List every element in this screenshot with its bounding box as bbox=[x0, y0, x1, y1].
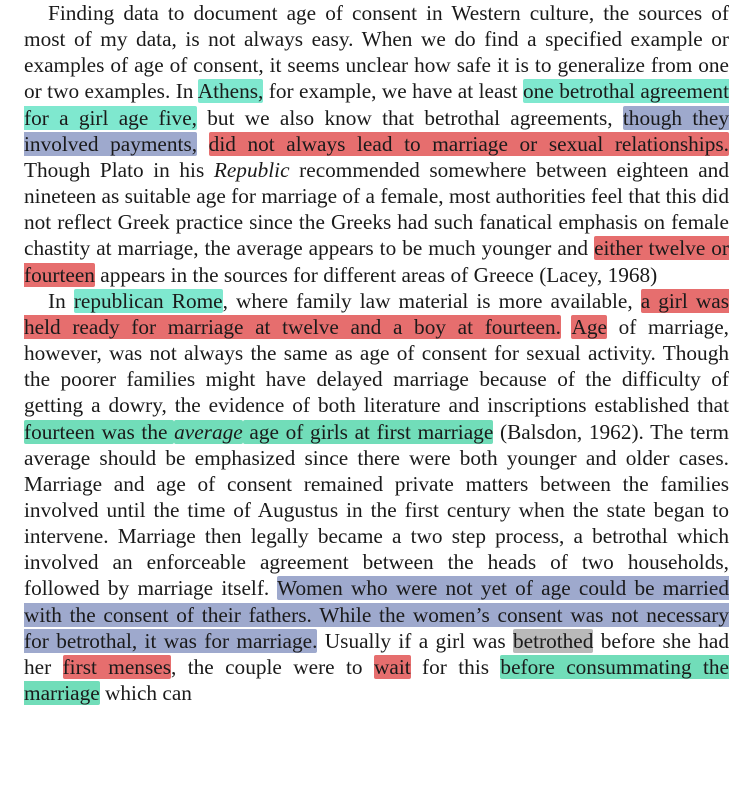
text-segment bbox=[197, 132, 209, 156]
highlight-betrothed: betrothed bbox=[512, 628, 594, 653]
text-segment: recommended somewhere between eighteen and nineteen as suitable age for marriage of a female, most authorities feel that this did not reflect Greek practice since the Greeks had such fanatical emphasis on female chastity at marriage, the average appears to be much younger and bbox=[24, 157, 729, 261]
text-segment: appears in the sources for different areas of Greece (Lacey, 1968) bbox=[94, 262, 658, 287]
document-page bbox=[24, 0, 729, 706]
highlight-betrothal-age-five: one betrothal agreement for a girl age five, bbox=[24, 79, 729, 130]
highlight-athens: Athens, bbox=[197, 79, 264, 104]
text-segment: Usually if a girl was bbox=[317, 628, 513, 653]
paragraph-2 bbox=[24, 288, 729, 707]
highlight-republican-rome: republican Rome bbox=[73, 288, 223, 313]
text-segment: for example, we have at least bbox=[263, 79, 524, 104]
highlight-first-menses: first menses bbox=[62, 654, 171, 679]
text-segment: for this bbox=[410, 654, 501, 679]
text-segment: (Balsdon, 1962). The term average should be emphasized since there were both younger and older cases. Marriage and age of consent remained private matters between the families involved until the time of Augustus in the first century when the state began to intervene. Marriage then legally became a two step process, a betrothal which involved an enforceable agreement between the heads of two households, followed by marriage itself. bbox=[24, 419, 729, 601]
italic-republic: Republic bbox=[213, 157, 290, 182]
text-segment bbox=[561, 315, 571, 339]
text-segment: of marriage, however, was not always the same as age of consent for sexual activity. Though the poorer families might have delayed marriage because of the difficulty of getting a dowry, the evidence of both literature and inscriptions established that bbox=[24, 314, 729, 418]
italic-average: average bbox=[174, 419, 243, 444]
highlight-age: Age bbox=[571, 314, 607, 339]
highlight-not-lead-to-marriage: did not always lead to marriage or sexual relationships. bbox=[208, 131, 729, 156]
highlight-twelve-or-fourteen: either twelve or fourteen bbox=[24, 236, 729, 287]
highlight-women-consent: Women who were not yet of age could be married with the consent of their fathers. While the women’s consent was not necessary for betrothal, it was for marriage. bbox=[24, 576, 729, 653]
text-segment: , the couple were to bbox=[170, 654, 374, 679]
highlight-wait: wait bbox=[373, 654, 411, 679]
text-segment: but we also know that betrothal agreements, bbox=[197, 105, 623, 130]
highlight-before-consummating: before consummating the marriage bbox=[24, 654, 729, 706]
highlight-involved-payments: though they involved payments, bbox=[24, 105, 730, 156]
highlight-fourteen-average: fourteen was the bbox=[24, 419, 175, 444]
text-segment: , where family law material is more available, bbox=[222, 288, 641, 313]
highlight-girl-ready-twelve: a girl was held ready for marriage at twelve and a boy at fourteen. bbox=[24, 288, 729, 339]
text-segment: before she had her bbox=[24, 628, 729, 679]
text-segment: Finding data to document age of consent in Western culture, the sources of most of my data, is not always easy. When we do find a specified example or examples of age of consent, it seems unclear how safe it is to generalize from one or two examples. In bbox=[24, 1, 729, 104]
text-segment: Though Plato in his bbox=[24, 157, 214, 182]
text-segment: which can bbox=[99, 681, 192, 706]
paragraph-1 bbox=[24, 0, 729, 288]
highlight-girls-first-marriage: age of girls at first marriage bbox=[242, 419, 494, 444]
text-segment: In bbox=[48, 288, 74, 313]
